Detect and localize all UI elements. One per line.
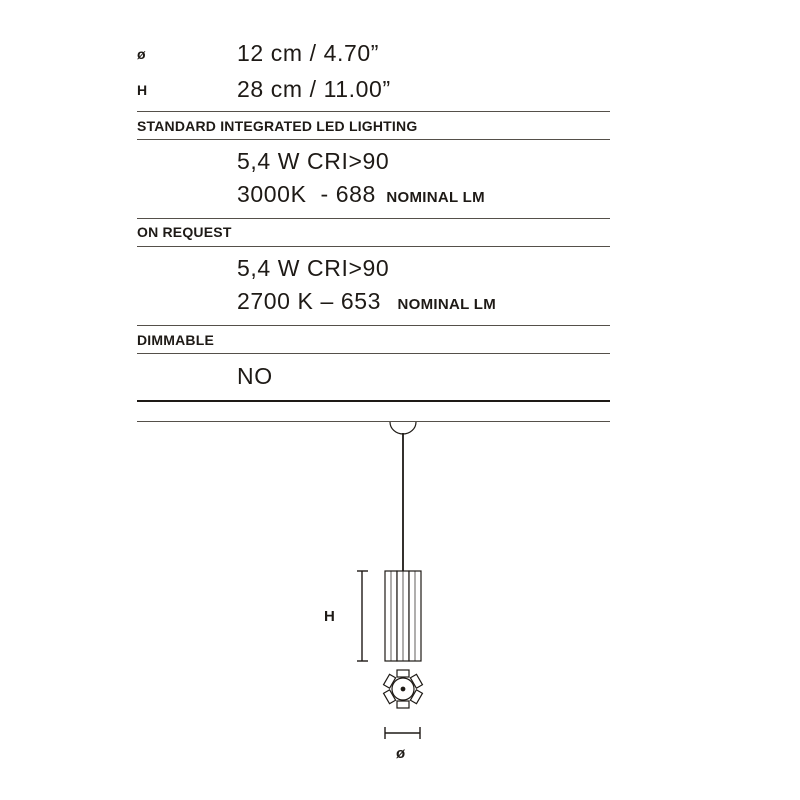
height-dimension (357, 571, 368, 661)
height-label: H (137, 82, 148, 98)
standard-temp-lumen-value: 3000K - 688 (237, 181, 376, 207)
standard-power-cri: 5,4 W CRI>90 (237, 148, 390, 174)
on-request-heading: ON REQUEST (137, 224, 232, 240)
standard-lighting-heading: STANDARD INTEGRATED LED LIGHTING (137, 118, 418, 134)
on-request-power-cri: 5,4 W CRI>90 (237, 255, 390, 281)
canopy-shape (390, 422, 416, 434)
height-value: 28 cm / 11.00” (237, 76, 391, 102)
dimmable-value: NO (237, 363, 273, 389)
lamp-body (385, 571, 421, 661)
diameter-label: ø (137, 46, 146, 62)
diameter-value: 12 cm / 4.70” (237, 40, 380, 66)
drawing-diameter-label: ø (396, 745, 406, 762)
drawing-height-label: H (324, 608, 336, 625)
dimmable-heading: DIMMABLE (137, 332, 215, 348)
on-request-temp-lumen-value: 2700 K – 653 (237, 288, 382, 314)
diameter-dimension (385, 727, 420, 739)
on-request-lumen-unit: NOMINAL LM (397, 296, 497, 313)
standard-lumen-unit: NOMINAL LM (386, 189, 485, 206)
lamp-top-view (384, 670, 423, 708)
